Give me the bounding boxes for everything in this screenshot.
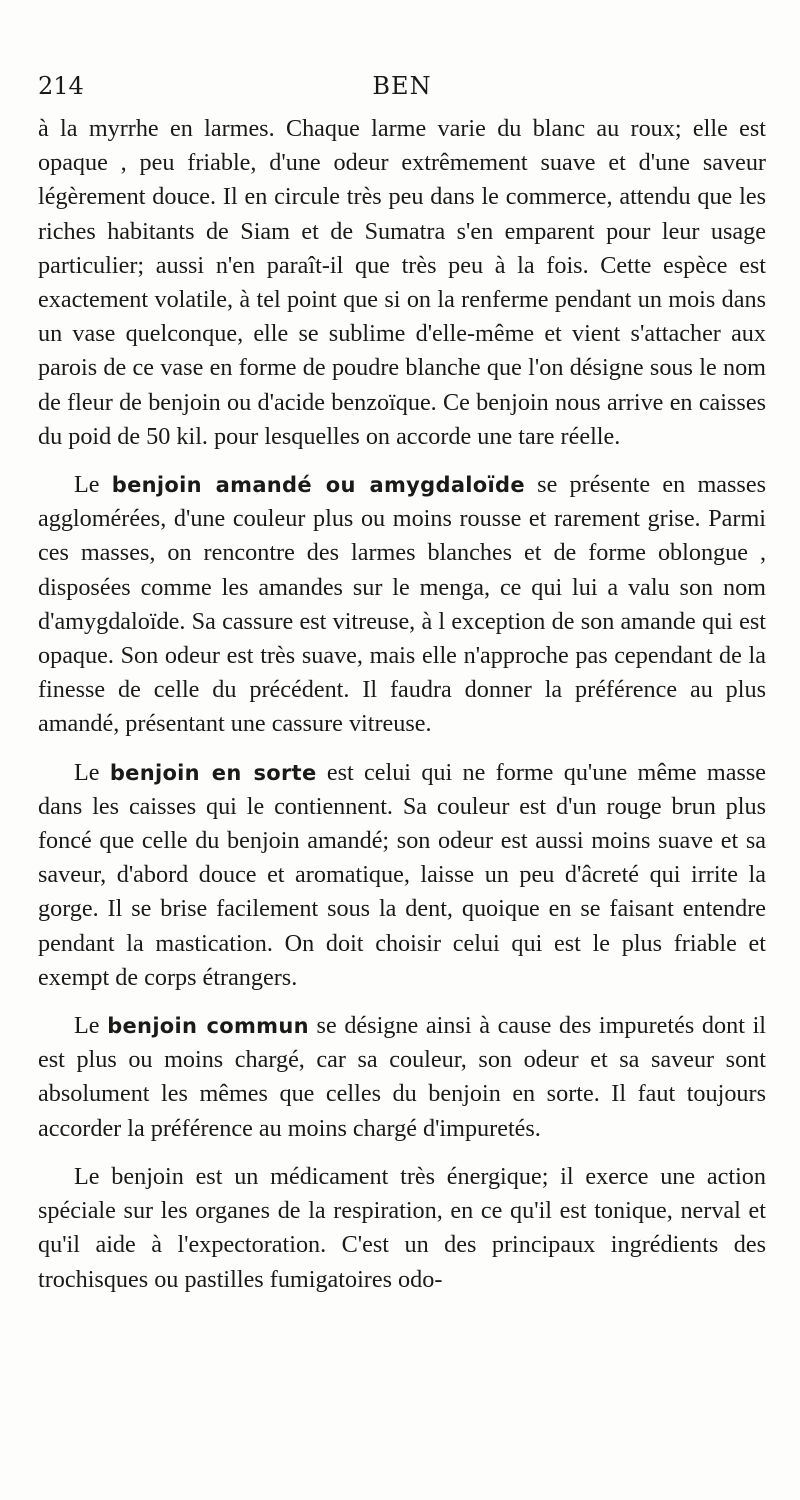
paragraph-benjoin-en-sorte bbox=[38, 756, 766, 995]
term-heading: benjoin en sorte bbox=[109, 760, 317, 785]
paragraph-text: à la myrrhe en larmes. Chaque larme varie du blanc au roux; elle est opaque , peu friable, d'une odeur extrêmement suave et d'une saveur légèrement douce. Il en circule très peu dans le commerce, attendu que les riches habitants de Siam et de Sumatra s'en emparent pour leur usage particulier; aussi n'en paraît-il que très peu à la fois. Cette espèce est exactement volatile, à tel point que si on la renferme pendant un mois dans un vase quelconque, elle se sublime d'elle-même et vient s'attacher aux parois de ce vase en forme de poudre blanche que l'on désigne sous le nom de fleur de benjoin ou d'acide benzoïque. Ce benjoin nous arrive en caisses du poid de 50 kil. pour lesquelles on accorde une tare réelle. bbox=[38, 115, 766, 450]
page-number: 214 bbox=[38, 72, 84, 100]
paragraph-text: se désigne ainsi à cause des impuretés dont il est plus ou moins chargé, car sa couleur, son odeur et sa saveur sont absolument les mêmes que celles du benjoin en sorte. Il faut toujours accorder la préférence au moins chargé d'impuretés. bbox=[38, 1012, 767, 1142]
paragraph-text: est celui qui ne forme qu'une même masse dans les caisses qui le contiennent. Sa couleur est d'un rouge brun plus foncé que celle du benjoin amandé; son odeur est aussi moins suave et sa saveur, d'abord douce et aromatique, laisse un peu d'âcreté qui irrite la gorge. Il se brise facilement sous la dent, quoique en se faisant entendre pendant la mastication. On doit choisir celui qui est le plus friable et exempt de corps étrangers. bbox=[38, 758, 767, 991]
paragraph-lead: Le bbox=[74, 471, 100, 499]
paragraph-lead: Le bbox=[74, 758, 100, 786]
paragraph-medicament bbox=[38, 1160, 766, 1297]
running-head: BEN bbox=[372, 72, 432, 100]
paragraph-text: Le benjoin est un médicament très énergique; il exerce une action spéciale sur les organes de la respiration, en ce qu'il est tonique, nerval et qu'il aide à l'expectoration. C'est un des principaux ingrédients des trochisques ou pastilles fumigatoires odo- bbox=[38, 1162, 766, 1293]
term-heading: benjoin commun bbox=[107, 1014, 309, 1039]
paragraph-benjoin-amande bbox=[38, 468, 766, 742]
page-header bbox=[38, 72, 766, 112]
paragraph-continuation bbox=[38, 112, 766, 454]
paragraph-benjoin-commun bbox=[38, 1009, 766, 1146]
term-heading: benjoin amandé ou amygdaloïde bbox=[111, 473, 525, 498]
paragraph-lead: Le bbox=[74, 1012, 100, 1040]
paragraph-text: se présente en masses agglomérées, d'une couleur plus ou moins rousse et rarement grise. Parmi ces masses, on rencontre des larmes blanches et de forme oblongue , disposées comme les amandes sur le menga, ce qui lui a valu son nom d'amygdaloïde. Sa cassure est vitreuse, à l exception de son amande qui est opaque. Son odeur est très suave, mais elle n'approche pas cependant de la finesse de celle du précédent. Il faudra donner la préférence au plus amandé, présentant une cassure vitreuse. bbox=[38, 471, 766, 738]
body-text bbox=[38, 112, 766, 1297]
